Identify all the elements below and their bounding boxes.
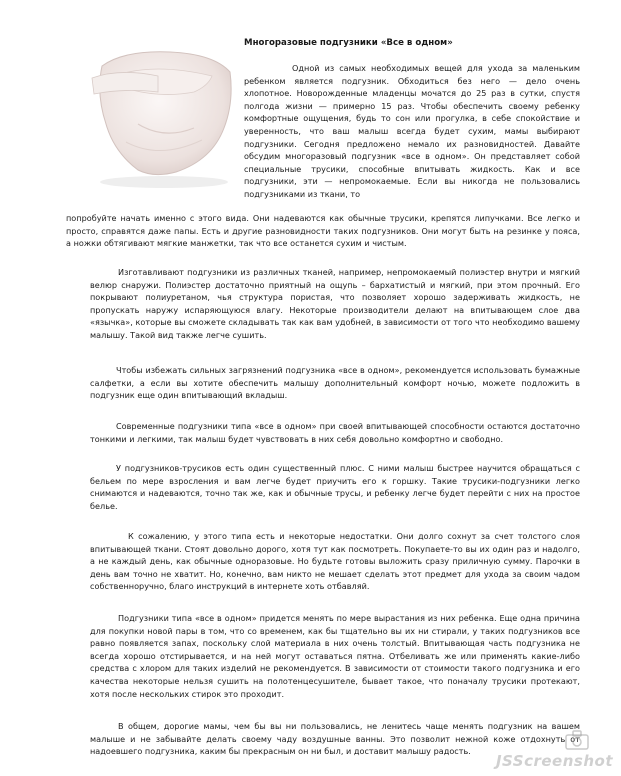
paragraph-replacement: Подгузники типа «все в одном» придется менять по мере вырастания из них ребенка. Еще одна причина для покупки новой пары в том, что со временем, как бы тщательно вы их ни стирали, у таких подгузников все равно появляется запах, поскольку слой материала в них очень толстый. Впитывающая часть подгузника не всегда хорошо отстирывается, и на ней могут оставаться пятна. Отбеливать же или применять какие-либо средства с хлором для таких изделий не рекомендуется. В зависимости от стоимости такого подгузника и его качества некоторые нельзя сушить на полотенцесушителе, бывает такое, что поначалу трусики протекают, хотя после нескольких стирок это проходит. — [90, 613, 580, 699]
paragraph-pull-ups: У подгузников-трусиков есть один существенный плюс. С ними малыш быстрее научится обращаться с бельем по мере взросления и вам легче будет приучить его к горшку. Такие трусики-подгузники легко снимаются и надеваются, точно так же, как и обычные трусы, и ребенку легче будет перейти с них на простое белье. — [90, 463, 580, 511]
intro-paragraph-top: Одной из самых необходимых вещей для ухода за маленьким ребенком является подгузник. Обходиться без него — дело очень хлопотное. Новорожденные младенцы мочатся до 25 раз в сутки, спустя полгода жизни — примерно 15 раз. Чтобы обеспечить своему ребенку комфортные ощущения, будь то сон или прогулка, в себе спокойствие и уверенность, что ваш малыш всегда будет сухим, мамы выбирают подгузники. Сегодня предложено немало их разновидностей. Давайте обсудим многоразовый подгузник «все в одном». Он представляет собой специальные трусики, способные впитывать жидкость. Как и все подгузники, эти — непромокаемые. Если вы никогда не пользовались подгузниками из ткани, то — [244, 63, 580, 199]
paragraph-conclusion: В общем, дорогие мамы, чем бы вы ни пользовались, не ленитесь чаще менять подгузник на вашем малыше и не забывайте делать своему чаду воздушные ванны. Это позволит нежной коже отдохнуть от надоевшего подгузника, каким бы прекрасным он ни был, и доставит малышу радость. — [90, 721, 580, 757]
watermark: JSScreenshot — [495, 752, 613, 770]
article-title: Многоразовые подгузники «Все в одном» — [244, 38, 453, 48]
paragraph-materials: Изготавливают подгузники из различных тканей, например, непромокаемый полиэстер внутри и мягкий велюр снаружи. Полиэстер достаточно приятный на ощупь – бархатистый и мягкий, при этом прочный. Его покрывают полиуретаном, чья структура пористая, что позволяет хорошо задерживать жидкость, не пропускать наружу испаряющуюся влагу. Некоторые производители делают на впитывающем слое два «язычка», которые вы сможете складывать так как вам удобней, в зависимости от того что необходимо вашему малышу. Такой вид также легче сушить. — [90, 267, 580, 340]
diaper-image — [84, 32, 242, 192]
paragraph-modern: Современные подгузники типа «все в одном» при своей впитывающей способности остаются достаточно тонкими и легкими, так малыш будет чувствовать в них себя довольно комфортно и свободно. — [90, 421, 580, 444]
camera-icon — [565, 730, 589, 754]
paragraph-wipes: Чтобы избежать сильных загрязнений подгузника «все в одном», рекомендуется использовать бумажные салфетки, а если вы хотите обеспечить малышу дополнительный комфорт ночью, можете подложить в подгузник еще один впитывающий вкладыш. — [90, 365, 580, 401]
intro-paragraph-bottom: попробуйте начать именно с этого вида. Они надеваются как обычные трусики, крепятся липучками. Все легко и просто, справятся даже папы. Есть и другие разновидности таких подгузников. Они могут быть на резинке у пояса, а ножки обтягивают мягкие манжетки, так что все останется сухим и чистым. — [66, 213, 580, 249]
diaper-illustration — [84, 32, 242, 192]
paragraph-drawbacks: К сожалению, у этого типа есть и некоторые недостатки. Они долго сохнут за счет толстого слоя впитывающей ткани. Стоят довольно дорого, хотя тут как посмотреть. Покупаете-то вы их один раз и надолго, а не каждый день, как обычные одноразовые. Но будьте готовы выложить сразу приличную сумму. Парочки в день вам точно не хватит. Но, конечно, вам никто не мешает сделать этот предмет для ухода за своим чадом собственноручно, благо инструкций в интернете хоть отбавляй. — [90, 531, 580, 592]
